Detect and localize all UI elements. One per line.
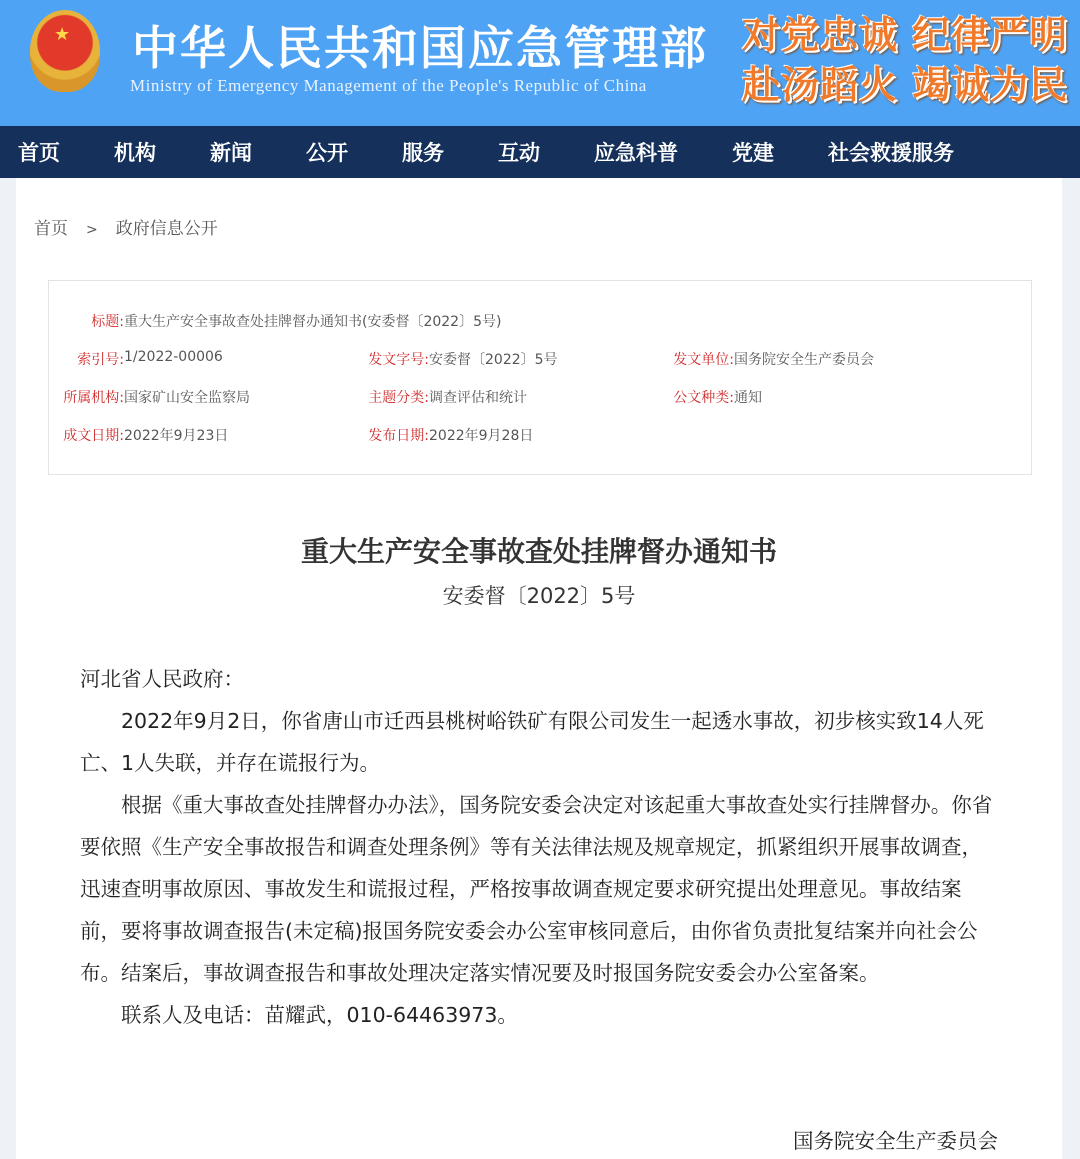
meta-docno: 安委督〔2022〕5号 [429,352,558,368]
national-emblem-logo: ★ [30,10,100,92]
slogan-line-1: 对党忠诚 纪律严明 [742,12,1069,57]
main-nav [0,126,1080,178]
meta-topic-label: 主题分类: [368,390,429,406]
nav-services[interactable]: 服务 [402,141,444,165]
meta-title-label: 标题: [91,314,124,330]
paragraph: 根据《重大事故查处挂牌督办办法》，国务院安委会决定对该起重大事故查处实行挂牌督办。你省要依照《生产安全事故报告和调查处理条例》等有关法律法规及规章规定，抓紧组织开展事故调查，迅速查明事故原因、事故发生和谎报过程，严格按事故调查规定要求研究提出处理意见。事故结案前，要将事故调查报告(未定稿)报国务院安委会办公室审核同意后，由你省负责批复结案并向社会公布。结案后，事故调查报告和事故处理决定落实情况要及时报国务院安委会办公室备案。 [80,793,993,985]
site-title[interactable]: 中华人民共和国应急管理部 [132,21,708,75]
nav-home[interactable]: 首页 [18,141,60,165]
meta-docno-label: 发文字号: [368,352,429,368]
breadcrumb-current[interactable]: 政府信息公开 [115,219,218,239]
contact-paragraph: 联系人及电话：苗耀武，010-64463973。 [121,1003,518,1027]
salutation: 河北省人民政府： [80,667,244,691]
document-title: 重大生产安全事故查处挂牌督办通知书 [300,535,777,568]
nav-public[interactable]: 公开 [306,141,348,165]
document-body [80,658,1000,1036]
meta-topic: 调查评估和统计 [429,390,527,406]
nav-organization[interactable]: 机构 [114,141,156,165]
meta-type-label: 公文种类: [673,390,734,406]
meta-written-label: 成文日期: [63,428,124,444]
meta-issuer: 国务院安全生产委员会 [734,352,874,368]
paragraph: 2022年9月2日，你省唐山市迁西县桃树峪铁矿有限公司发生一起透水事故，初步核实致14人死亡、1人失联，并存在谎报行为。 [80,709,984,775]
nav-rescue[interactable]: 社会救援服务 [828,141,954,165]
breadcrumb-home[interactable]: 首页 [34,219,68,239]
meta-index: 1/2022-00006 [124,349,223,365]
document-metadata [48,280,1032,475]
site-title-en: Ministry of Emergency Management of the People's Republic of China [130,76,647,95]
slogan-line-2: 赴汤蹈火 竭诚为民 [742,62,1069,107]
site-header [0,0,1080,126]
document-number: 安委督〔2022〕5号 [442,584,636,608]
nav-science[interactable]: 应急科普 [594,141,678,165]
nav-interaction[interactable]: 互动 [498,141,540,165]
meta-title: 重大生产安全事故查处挂牌督办通知书(安委督〔2022〕5号) [124,314,502,330]
nav-news[interactable]: 新闻 [210,141,252,165]
meta-published-label: 发布日期: [368,428,429,444]
signature: 国务院安全生产委员会 [793,1129,998,1153]
meta-written: 2022年9月23日 [124,428,229,444]
breadcrumb-separator: > [86,222,98,238]
meta-issuer-label: 发文单位: [673,352,734,368]
breadcrumb [34,214,218,239]
meta-published: 2022年9月28日 [429,428,534,444]
meta-org: 国家矿山安全监察局 [124,390,250,406]
meta-type: 通知 [734,390,762,406]
nav-party[interactable]: 党建 [732,141,774,165]
meta-org-label: 所属机构: [63,390,124,406]
content-area [16,178,1062,1159]
meta-index-label: 索引号: [77,352,124,368]
